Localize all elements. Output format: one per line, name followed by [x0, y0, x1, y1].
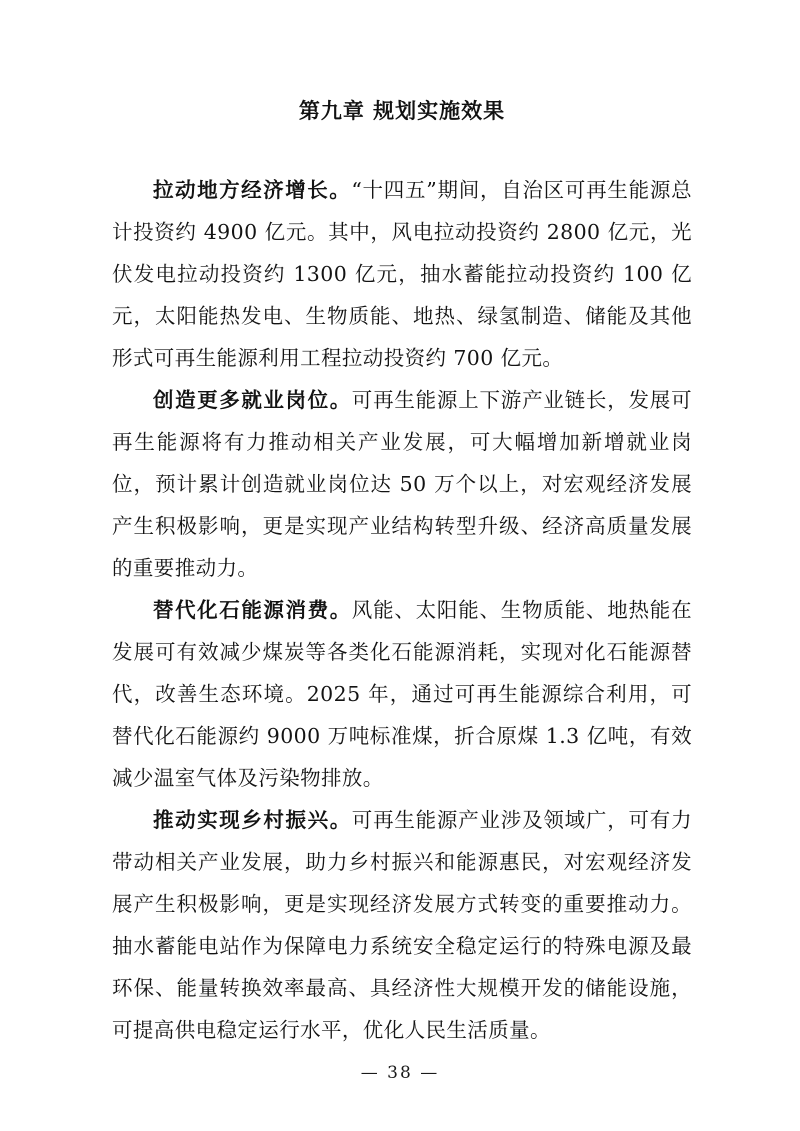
paragraph-1	[112, 169, 692, 379]
paragraph-1-lead: 拉动地方经济增长。	[153, 178, 352, 203]
paragraph-4-text: 可再生能源产业涉及领域广，可有力带动相关产业发展，助力乡村振兴和能源惠民，对宏观经济发展产生积极影响，更是实现经济发展方式转变的重要推动力。抽水蓄能电站作为保障电力系统安全稳定运行的特殊电源及最环保、能量转换效率最高、具经济性大规模开发的储能设施，可提高供电稳定运行水平，优化人民生活质量。	[112, 808, 692, 1043]
paragraph-3-lead: 替代化石能源消费。	[153, 598, 352, 623]
page-title: 第九章 规划实施效果	[298, 98, 506, 123]
page-number: — 38 —	[360, 1063, 440, 1083]
page-content	[112, 96, 692, 1051]
paragraph-2	[112, 379, 692, 589]
paragraph-2-text: 可再生能源上下游产业链长，发展可再生能源将有力推动相关产业发展，可大幅增加新增就业岗位，预计累计创造就业岗位达 50 万个以上，对宏观经济发展产生积极影响，更是实现产业结构转型升级、经济高质量发展的重要推动力。	[112, 388, 692, 581]
paragraph-4	[112, 799, 692, 1051]
paragraph-3	[112, 589, 692, 799]
paragraph-4-lead: 推动实现乡村振兴。	[153, 808, 352, 833]
paragraph-2-lead: 创造更多就业岗位。	[153, 388, 352, 413]
paragraph-3-text: 风能、太阳能、生物质能、地热能在发展可有效减少煤炭等各类化石能源消耗，实现对化石能源替代，改善生态环境。2025 年，通过可再生能源综合利用，可替代化石能源约 9000 万吨标准煤，折合原煤 1.3 亿吨，有效减少温室气体及污染物排放。	[112, 598, 692, 791]
paragraph-1-text: “十四五”期间，自治区可再生能源总计投资约 4900 亿元。其中，风电拉动投资约 2800 亿元，光伏发电拉动投资约 1300 亿元，抽水蓄能拉动投资约 100 亿元，太阳能热发电、生物质能、地热、绿氢制造、储能及其他形式可再生能源利用工程拉动投资约 700 亿元。	[112, 178, 692, 371]
